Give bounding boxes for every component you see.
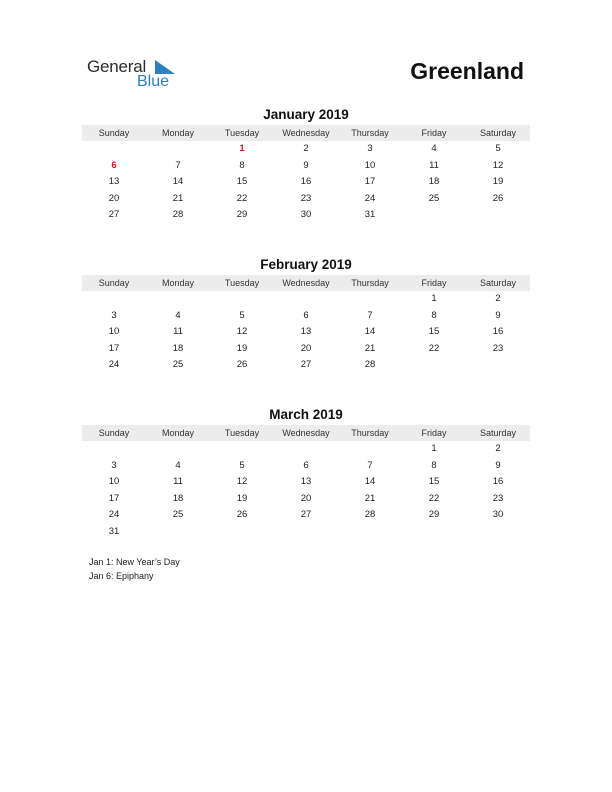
day-cell: 10 xyxy=(108,326,120,338)
weekday-label: Sunday xyxy=(98,278,130,288)
week-row xyxy=(82,441,530,458)
day-cell: 10 xyxy=(108,476,120,488)
empty-day-cell xyxy=(146,141,210,158)
day-cell: 21 xyxy=(172,192,184,204)
empty-day-cell xyxy=(402,524,466,541)
day-cell: 13 xyxy=(300,326,312,338)
weekday-label: Wednesday xyxy=(282,428,330,438)
week-row xyxy=(82,291,530,308)
day-cell: 29 xyxy=(428,509,440,521)
weekday-label: Thursday xyxy=(351,428,389,438)
month-title: February 2019 xyxy=(260,257,352,272)
day-cell: 24 xyxy=(108,359,120,371)
week-row xyxy=(82,191,530,208)
weekday-label: Wednesday xyxy=(282,278,330,288)
day-cell: 27 xyxy=(300,509,312,521)
day-cell: 4 xyxy=(175,459,181,471)
day-cell: 12 xyxy=(236,326,248,338)
day-cell: 11 xyxy=(173,476,183,488)
weekday-label: Sunday xyxy=(98,428,130,438)
day-cell: 9 xyxy=(303,159,309,171)
generalblue-logo xyxy=(87,57,187,93)
week-row xyxy=(82,357,530,374)
weekday-label: Friday xyxy=(421,278,447,288)
day-cell: 8 xyxy=(431,309,437,321)
week-row xyxy=(82,507,530,524)
weekday-label: Wednesday xyxy=(282,128,330,138)
weekday-header xyxy=(82,275,530,291)
day-cell: 20 xyxy=(300,342,312,354)
day-cell: 27 xyxy=(300,359,312,371)
week-row xyxy=(82,474,530,491)
day-cell: 11 xyxy=(173,326,183,338)
empty-day-cell xyxy=(146,441,210,458)
day-cell: 24 xyxy=(108,509,120,521)
empty-day-cell xyxy=(338,291,402,308)
empty-day-cell xyxy=(338,524,402,541)
day-cell: 21 xyxy=(364,492,376,504)
day-cell: 13 xyxy=(108,176,120,188)
day-cell: 13 xyxy=(300,476,312,488)
day-cell: 15 xyxy=(428,326,440,338)
weekday-header xyxy=(82,125,530,141)
day-cell: 3 xyxy=(111,309,117,321)
month-february xyxy=(82,256,530,374)
logo-triangle-icon xyxy=(155,60,175,74)
empty-day-cell xyxy=(146,524,210,541)
empty-day-cell xyxy=(402,357,466,374)
day-cell: 15 xyxy=(236,176,248,188)
week-row xyxy=(82,308,530,325)
day-cell: 7 xyxy=(367,459,373,471)
day-cell: 27 xyxy=(108,209,120,221)
empty-day-cell xyxy=(146,291,210,308)
empty-day-cell xyxy=(338,441,402,458)
day-cell: 14 xyxy=(364,326,376,338)
empty-day-cell xyxy=(466,207,530,224)
day-cell: 5 xyxy=(239,459,245,471)
weekday-label: Friday xyxy=(421,128,447,138)
country-title: Greenland xyxy=(410,58,524,84)
week-row xyxy=(82,524,530,541)
week-row xyxy=(82,207,530,224)
day-cell: 2 xyxy=(495,443,501,454)
day-cell: 22 xyxy=(428,492,440,504)
day-cell: 18 xyxy=(172,342,184,354)
weekday-label: Saturday xyxy=(479,278,517,288)
month-january xyxy=(82,106,530,224)
day-cell: 7 xyxy=(367,309,373,321)
empty-day-cell xyxy=(82,441,146,458)
day-cell: 5 xyxy=(495,143,501,154)
holiday-entry: Jan 1: New Year’s Day xyxy=(89,557,180,567)
day-cell: 17 xyxy=(364,176,376,188)
day-cell: 30 xyxy=(492,509,504,521)
holiday-entry: Jan 6: Epiphany xyxy=(89,571,154,581)
day-cell: 2 xyxy=(303,143,309,154)
day-cell: 23 xyxy=(492,492,504,504)
empty-day-cell xyxy=(274,524,338,541)
day-cell: 7 xyxy=(175,159,181,171)
month-title: March 2019 xyxy=(269,407,343,422)
day-cell: 9 xyxy=(495,309,501,321)
day-cell: 12 xyxy=(236,476,248,488)
day-cell: 25 xyxy=(428,192,440,204)
day-cell: 11 xyxy=(429,159,439,171)
day-cell: 2 xyxy=(495,293,501,304)
month-march xyxy=(82,406,530,541)
day-cell: 22 xyxy=(428,342,440,354)
day-cell: 24 xyxy=(364,192,376,204)
logo-text-general: General xyxy=(87,57,147,76)
weekday-label: Thursday xyxy=(351,278,389,288)
day-cell: 28 xyxy=(172,209,184,221)
day-cell: 6 xyxy=(303,309,309,321)
week-row xyxy=(82,174,530,191)
day-cell: 30 xyxy=(300,209,312,221)
day-cell: 19 xyxy=(492,176,504,188)
day-cell: 16 xyxy=(300,176,312,188)
day-cell: 16 xyxy=(492,476,504,488)
weekday-header xyxy=(82,425,530,441)
day-cell: 31 xyxy=(108,525,120,537)
day-cell: 9 xyxy=(495,459,501,471)
logo-text-blue: Blue xyxy=(137,73,170,90)
empty-day-cell xyxy=(210,441,274,458)
month-weeks xyxy=(82,141,530,224)
day-cell: 8 xyxy=(431,459,437,471)
day-cell: 17 xyxy=(108,492,120,504)
day-cell: 20 xyxy=(300,492,312,504)
week-row xyxy=(82,491,530,508)
empty-day-cell xyxy=(274,441,338,458)
day-cell: 16 xyxy=(492,326,504,338)
day-cell: 25 xyxy=(172,359,184,371)
day-cell: 8 xyxy=(239,159,245,171)
weekday-label: Tuesday xyxy=(224,128,260,138)
weekday-label: Thursday xyxy=(351,128,389,138)
empty-day-cell xyxy=(82,141,146,158)
day-cell: 25 xyxy=(172,509,184,521)
day-cell: 18 xyxy=(428,176,440,188)
holiday-list xyxy=(89,555,180,583)
weekday-label: Friday xyxy=(421,428,447,438)
empty-day-cell xyxy=(82,291,146,308)
day-cell: 18 xyxy=(172,492,184,504)
day-cell: 28 xyxy=(364,359,376,371)
empty-day-cell xyxy=(402,207,466,224)
day-cell: 1 xyxy=(431,443,437,454)
day-cell: 4 xyxy=(431,143,437,154)
day-cell: 15 xyxy=(428,476,440,488)
weekday-label: Saturday xyxy=(479,428,517,438)
day-cell: 4 xyxy=(175,309,181,321)
day-cell: 21 xyxy=(364,342,376,354)
weekday-label: Monday xyxy=(161,128,195,138)
day-cell: 14 xyxy=(172,176,184,188)
weekday-label: Sunday xyxy=(98,128,130,138)
weekday-label: Tuesday xyxy=(224,278,260,288)
day-cell: 23 xyxy=(300,192,312,204)
weekday-label: Monday xyxy=(161,278,195,288)
week-row xyxy=(82,341,530,358)
day-cell: 6 xyxy=(303,459,309,471)
day-cell: 19 xyxy=(236,492,248,504)
day-cell: 20 xyxy=(108,192,120,204)
day-cell: 6 xyxy=(111,159,117,171)
weekday-label: Tuesday xyxy=(224,428,260,438)
empty-day-cell xyxy=(274,291,338,308)
day-cell: 23 xyxy=(492,342,504,354)
day-cell: 19 xyxy=(236,342,248,354)
empty-day-cell xyxy=(210,524,274,541)
day-cell: 31 xyxy=(364,209,376,221)
week-row xyxy=(82,141,530,158)
day-cell: 17 xyxy=(108,342,120,354)
day-cell: 14 xyxy=(364,476,376,488)
day-cell: 12 xyxy=(492,159,504,171)
month-weeks xyxy=(82,291,530,374)
month-title: January 2019 xyxy=(263,107,349,122)
day-cell: 26 xyxy=(492,192,504,204)
weekday-label: Monday xyxy=(161,428,195,438)
week-row xyxy=(82,458,530,475)
empty-day-cell xyxy=(466,524,530,541)
day-cell: 5 xyxy=(239,309,245,321)
day-cell: 1 xyxy=(431,293,437,304)
day-cell: 26 xyxy=(236,359,248,371)
day-cell: 29 xyxy=(236,209,248,221)
day-cell: 3 xyxy=(111,459,117,471)
day-cell: 26 xyxy=(236,509,248,521)
empty-day-cell xyxy=(466,357,530,374)
day-cell: 1 xyxy=(239,143,245,154)
week-row xyxy=(82,158,530,175)
day-cell: 10 xyxy=(364,159,376,171)
weekday-label: Saturday xyxy=(479,128,517,138)
week-row xyxy=(82,324,530,341)
month-weeks xyxy=(82,441,530,541)
day-cell: 28 xyxy=(364,509,376,521)
day-cell: 22 xyxy=(236,192,248,204)
day-cell: 3 xyxy=(367,143,373,154)
empty-day-cell xyxy=(210,291,274,308)
